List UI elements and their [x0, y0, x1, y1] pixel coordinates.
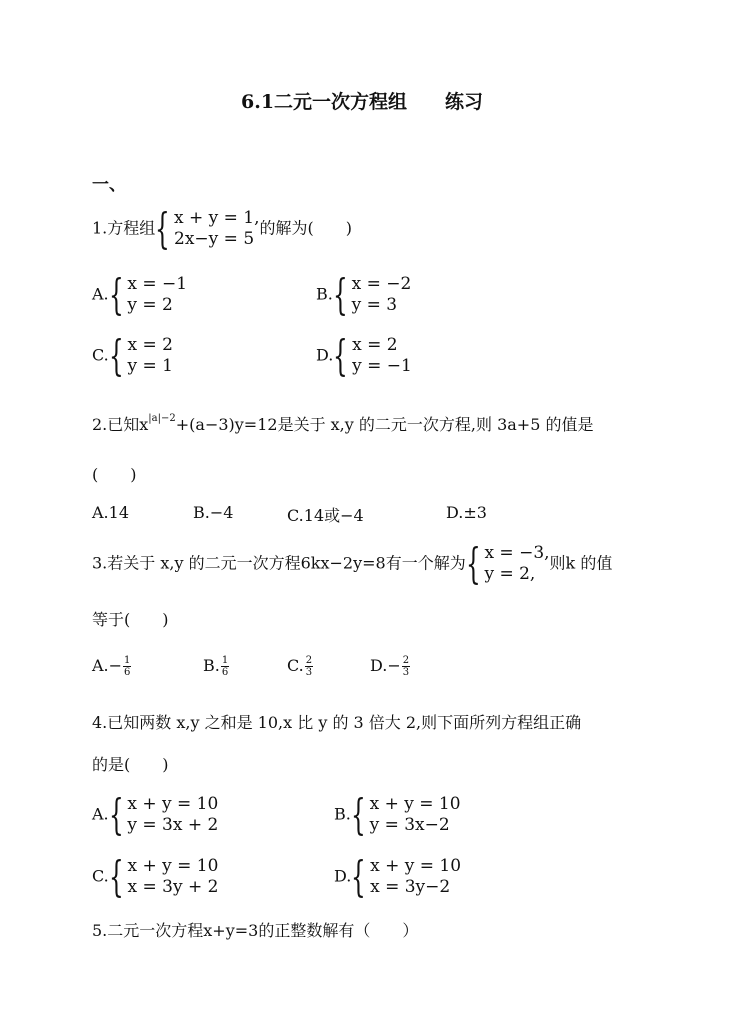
fraction: [402, 655, 410, 678]
option-sign: −: [387, 656, 401, 675]
option-label: C.: [92, 345, 109, 365]
option-label: B.: [203, 656, 220, 675]
numerator: 1: [221, 655, 229, 666]
option-label: B.: [316, 284, 333, 304]
option-label: D.: [370, 656, 388, 675]
option-row: y = 2: [127, 295, 173, 315]
q3-line-2: 等于( ): [92, 610, 169, 629]
denominator: 6: [221, 667, 229, 678]
q1-stem-post: 的解为( ): [259, 218, 353, 238]
q4-option-b[interactable]: B. { x + y = 10 y = 3x−2: [334, 790, 461, 839]
option-row: x + y = 10: [127, 856, 219, 876]
q4-option-c[interactable]: C. { x + y = 10 x = 3y + 2: [92, 852, 219, 901]
q1-eq-1: x + y = 1,: [174, 208, 260, 228]
q2-option-a[interactable]: A.14: [92, 503, 129, 522]
question-4: 4.已知两数 x,y 之和是 10,x 比 y 的 3 倍大 2,则下面所列方程组正确: [92, 713, 582, 732]
fraction: [221, 655, 229, 678]
q2-pre: 2.已知x: [92, 415, 149, 434]
question-5: 5.二元一次方程x+y=3的正整数解有（ ）: [92, 921, 419, 940]
q4-line-2: 的是( ): [92, 755, 169, 774]
option-label: A.: [92, 804, 109, 824]
option-row: x = 2: [127, 335, 173, 355]
q1-option-b[interactable]: B. { x = −2 y = 3: [316, 270, 412, 319]
option-row: y = 3x−2: [369, 815, 450, 835]
option-row: y = −1: [352, 356, 412, 376]
q3-option-c[interactable]: [287, 655, 314, 678]
fraction: [123, 655, 131, 678]
q1-eq-2: 2x−y = 5: [174, 229, 255, 249]
option-label: D.: [316, 345, 334, 365]
q1-stem-pre: 1.方程组: [92, 218, 156, 238]
denominator: 3: [305, 667, 313, 678]
q3-eq-1: x = −3,: [484, 543, 550, 563]
option-label: C.: [287, 656, 304, 675]
option-row: x = 2: [352, 335, 398, 355]
q3-pre: 3.若关于 x,y 的二元一次方程6kx−2y=8有一个解为: [92, 553, 466, 573]
q3-post: 则k 的值: [549, 553, 613, 573]
q2-post: +(a−3)y=12是关于 x,y 的二元一次方程,则 3a+5 的值是: [175, 415, 594, 434]
denominator: 6: [124, 667, 131, 678]
q2-paren: ( ): [92, 465, 137, 484]
option-label: C.: [92, 866, 109, 886]
section-heading: 一、: [92, 175, 126, 195]
q3-system: { x = −3, y = 2,: [465, 539, 550, 588]
option-row: y = 3x + 2: [127, 815, 219, 835]
numerator: 2: [305, 655, 313, 666]
question-1: [92, 204, 353, 253]
option-row: y = 3: [351, 295, 398, 315]
question-3: [92, 539, 613, 588]
q4-option-a[interactable]: A. { x + y = 10 y = 3x + 2: [92, 790, 219, 839]
question-2: [92, 412, 593, 435]
option-row: x = −2: [351, 274, 412, 294]
denominator: 3: [402, 667, 410, 678]
q1-option-d[interactable]: D. { x = 2 y = −1: [316, 331, 412, 380]
option-row: x + y = 10: [127, 794, 219, 814]
option-label: D.: [334, 866, 352, 886]
option-label: A.: [92, 284, 109, 304]
option-sign: −: [108, 656, 123, 675]
option-row: x = −1: [127, 274, 188, 294]
page-title: 6.1二元一次方程组 练习: [241, 91, 484, 113]
numerator: 2: [402, 655, 410, 666]
option-label: B.: [334, 804, 351, 824]
q1-option-a[interactable]: A. { x = −1 y = 2: [92, 270, 188, 319]
q1-system: { x + y = 1, 2x−y = 5: [155, 204, 260, 253]
q3-eq-2: y = 2,: [484, 564, 536, 584]
fraction: [305, 655, 313, 678]
numerator: 1: [124, 655, 131, 666]
option-row: x + y = 10: [370, 856, 462, 876]
q1-option-c[interactable]: C. { x = 2 y = 1: [92, 331, 173, 380]
q2-option-c[interactable]: C.14或−4: [287, 506, 364, 525]
q3-option-a[interactable]: [92, 655, 132, 678]
option-row: x = 3y−2: [370, 877, 451, 897]
q2-exponent: |a|−2: [148, 413, 176, 424]
option-row: x + y = 10: [369, 794, 461, 814]
option-row: x = 3y + 2: [127, 877, 219, 897]
option-row: y = 1: [127, 356, 173, 376]
q2-option-d[interactable]: D.±3: [446, 503, 487, 522]
q4-option-d[interactable]: D. { x + y = 10 x = 3y−2: [334, 852, 462, 901]
q2-option-b[interactable]: B.−4: [193, 503, 234, 522]
q3-option-d[interactable]: [370, 655, 411, 678]
q3-option-b[interactable]: [203, 655, 230, 678]
option-label: A.: [92, 656, 109, 675]
